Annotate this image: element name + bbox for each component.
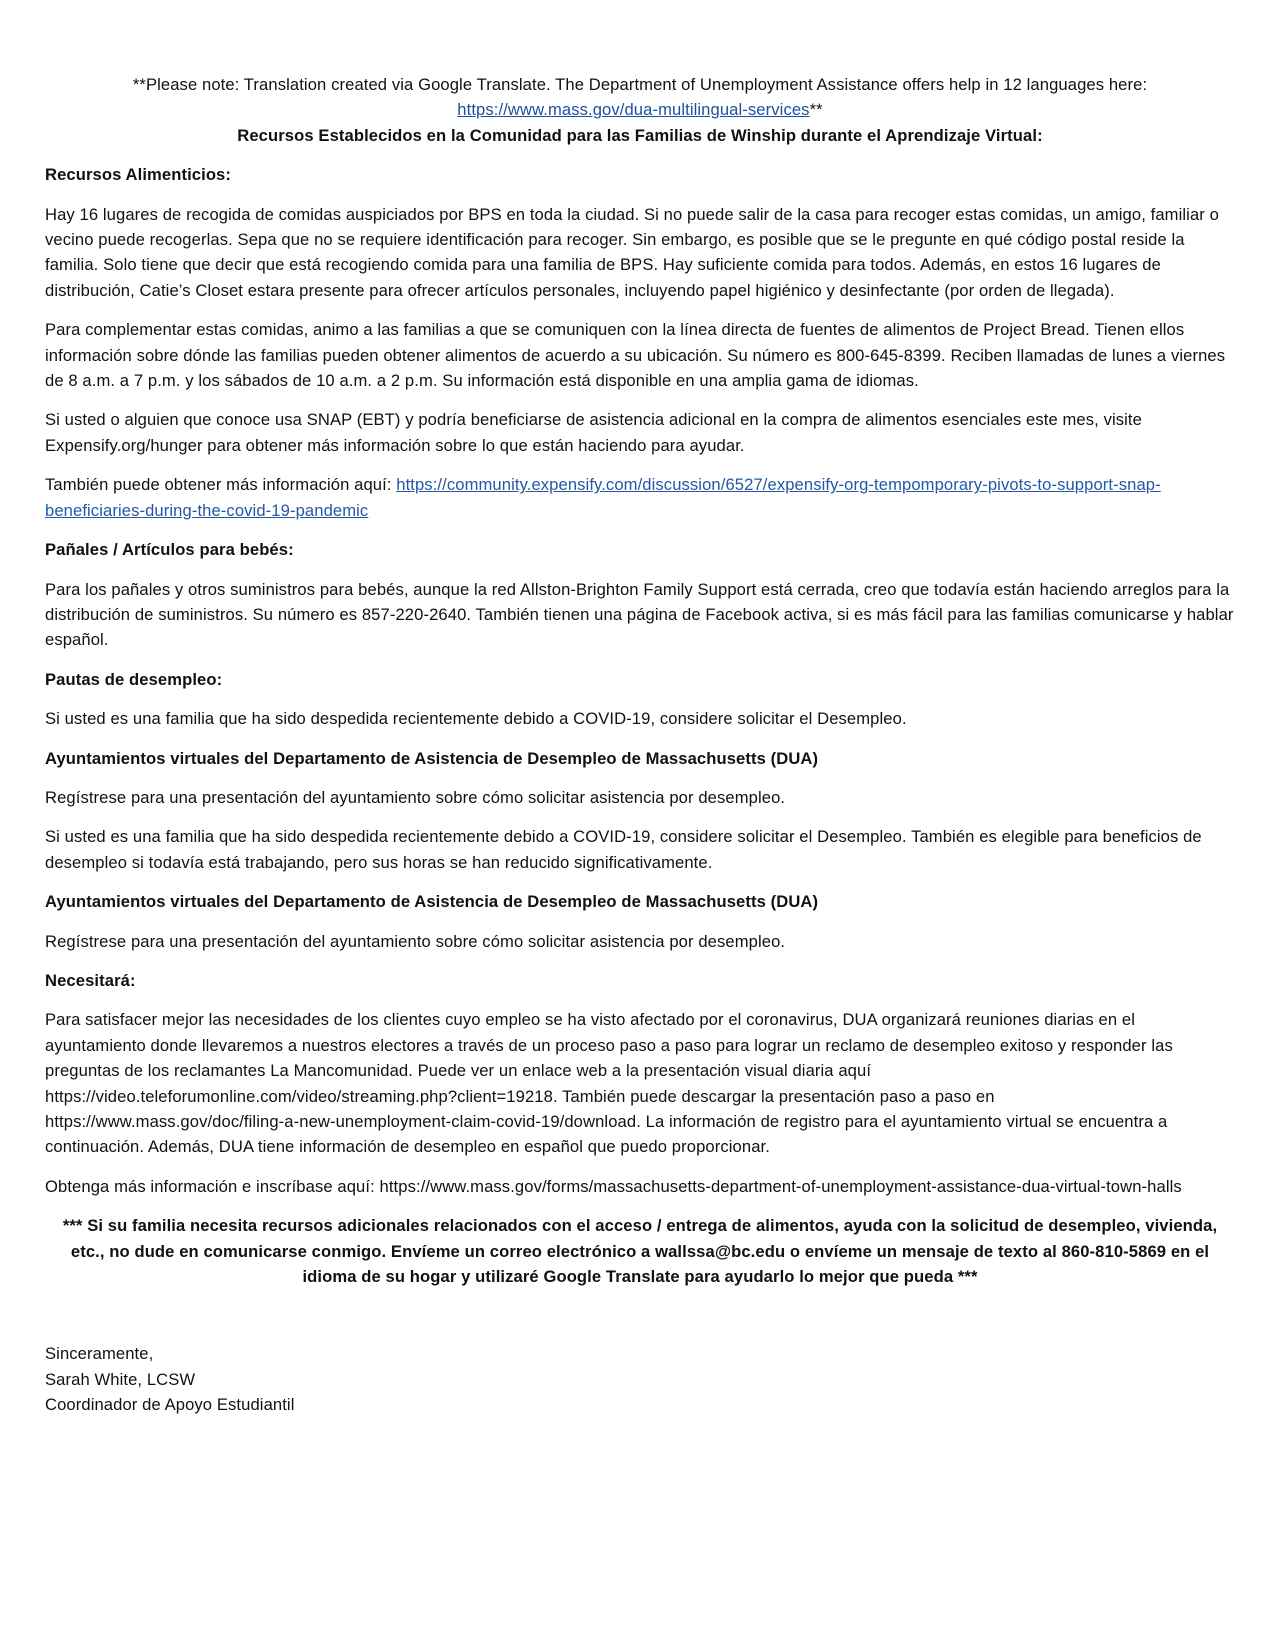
dua-town-halls-heading-1: Ayuntamientos virtuales del Departamento de Asistencia de Desempleo de Massachusetts (DUA): [45, 748, 819, 768]
unemployment-paragraph-3: Si usted es una familia que ha sido despedida recientemente debido a COVID-19, considere solicitar el Desempleo. También es elegible para beneficios de desempleo si todavía está trabajando, pero sus horas se han reducido significativamente.: [45, 827, 1202, 872]
translation-note-suffix: **: [809, 100, 823, 120]
diapers-paragraph: Para los pañales y otros suministros para bebés, aunque la red Allston-Brighton Family Support está cerrada, creo que todavía están haciendo arreglos para la distribución de suministros. Su número es 857-220-2640. También tienen una página de Facebook activa, si es más fácil para las familias comunicarse y hablar español.: [45, 579, 1234, 650]
food-paragraph-3: Si usted o alguien que conoce usa SNAP (EBT) y podría beneficiarse de asistencia adicional en la compra de alimentos esenciales este mes, visite Expensify.org/hunger para obtener más información sobre lo que están haciendo para ayudar.: [45, 410, 1142, 455]
multilingual-services-link[interactable]: https://www.mass.gov/dua-multilingual-services: [457, 100, 810, 120]
needs-paragraph-2: Obtenga más información e inscríbase aquí: https://www.mass.gov/forms/massachusetts-department-of-unemployment-assistance-dua-virtual-town-halls: [45, 1176, 1182, 1196]
expensify-link-prefix: También puede obtener más información aquí:: [45, 475, 397, 495]
document-page: [45, 72, 1235, 1418]
expensify-community-link[interactable]: https://community.expensify.com/discussion/6527/expensify-org-tempomporary-pivots-to-support-snap-beneficiaries-during-the-covid-19-pandemic: [45, 475, 1161, 520]
food-resources-heading: Recursos Alimenticios:: [45, 165, 232, 185]
dua-town-halls-heading-2: Ayuntamientos virtuales del Departamento de Asistencia de Desempleo de Massachusetts (DUA): [45, 892, 819, 912]
signature-name: Sarah White, LCSW: [45, 1369, 196, 1389]
closing-note: *** Si su familia necesita recursos adicionales relacionados con el acceso / entrega de alimentos, ayuda con la solicitud de desempleo, vivienda, etc., no dude en comunicarse conmigo. Envíeme un correo electrónico a wallssa@bc.edu o envíeme un mensaje de texto al 860-810-5869 en el idioma de su hogar y utilizaré Google Translate para ayudarlo lo mejor que pueda ***: [62, 1216, 1218, 1287]
needs-paragraph-1: Para satisfacer mejor las necesidades de los clientes cuyo empleo se ha visto afectado por el coronavirus, DUA organizará reuniones diarias en el ayuntamiento donde llevaremos a nuestros electores a través de un proceso paso a paso para lograr un reclamo de desempleo exitoso y responder las preguntas de los reclamantes La Mancomunidad. Puede ver un enlace web a la presentación visual diaria aquí https://video.teleforumonline.com/video/streaming.php?client=19218. También puede descargar la presentación paso a paso en https://www.mass.gov/doc/filing-a-new-unemployment-claim-covid-19/download. La información de registro para el ayuntamiento virtual se encuentra a continuación. Además, DUA tiene información de desempleo en español que puedo proporcionar.: [45, 1010, 1173, 1157]
unemployment-paragraph-1: Si usted es una familia que ha sido despedida recientemente debido a COVID-19, considere solicitar el Desempleo.: [45, 709, 907, 729]
signature-role: Coordinador de Apoyo Estudiantil: [45, 1395, 295, 1415]
food-paragraph-2: Para complementar estas comidas, animo a las familias a que se comuniquen con la línea directa de fuentes de alimentos de Project Bread. Tienen ellos información sobre dónde las familias pueden obtener alimentos de acuerdo a su ubicación. Su número es 800-645-8399. Reciben llamadas de lunes a viernes de 8 a.m. a 7 p.m. y los sábados de 10 a.m. a 2 p.m. Su información está disponible en una amplia gama de idiomas.: [45, 320, 1226, 391]
needs-heading: Necesitará:: [45, 970, 136, 990]
food-paragraph-4: [45, 472, 1235, 523]
unemployment-paragraph-4: Regístrese para una presentación del ayuntamiento sobre cómo solicitar asistencia por desempleo.: [45, 931, 786, 951]
signature-salutation: Sinceramente,: [45, 1344, 154, 1364]
signature-block: [45, 1341, 1235, 1417]
translation-note-text: **Please note: Translation created via Google Translate. The Department of Unemployment Assistance offers help in 12 languages here:: [132, 75, 1148, 94]
unemployment-paragraph-2: Regístrese para una presentación del ayuntamiento sobre cómo solicitar asistencia por desempleo.: [45, 787, 786, 807]
document-title: Recursos Establecidos en la Comunidad para las Familias de Winship durante el Aprendizaje Virtual:: [237, 125, 1043, 145]
diapers-heading: Pañales / Artículos para bebés:: [45, 540, 294, 560]
unemployment-heading: Pautas de desempleo:: [45, 669, 223, 689]
food-paragraph-1: Hay 16 lugares de recogida de comidas auspiciados por BPS en toda la ciudad. Si no puede salir de la casa para recoger estas comidas, un amigo, familiar o vecino puede recogerlas. Sepa que no se requiere identificación para recoger. Sin embargo, es posible que se le pregunte en qué código postal reside la familia. Solo tiene que decir que está recogiendo comida para una familia de BPS. Hay suficiente comida para todos. Además, en estos 16 lugares de distribución, Catie’s Closet estara presente para ofrecer artículos personales, incluyendo papel higiénico y desinfectante (por orden de llegada).: [45, 204, 1219, 300]
translation-note: [45, 72, 1235, 123]
